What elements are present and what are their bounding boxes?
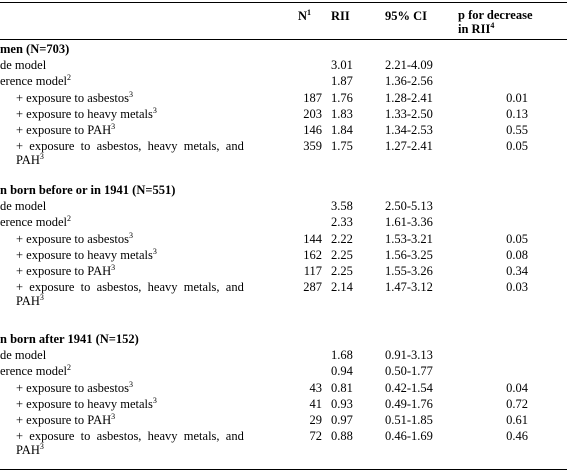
exposure-ci: 1.47-3.12	[385, 280, 433, 295]
exposure-sup: 3	[39, 152, 44, 162]
exposure-text: + exposure to PAH	[16, 413, 112, 427]
exposure-p: 0.05	[506, 139, 528, 154]
exposure-ci: 1.56-3.25	[385, 247, 433, 262]
exposure-text: + exposure to asbestos	[16, 90, 129, 105]
exposure-ci: 1.28-2.41	[385, 90, 433, 105]
bottom-rule	[0, 469, 567, 470]
exposure-sup: 3	[152, 105, 157, 115]
exposure-n: 187	[303, 90, 322, 105]
exposure-text-cont: PAH	[16, 153, 40, 168]
exposure-text: + exposure to asbestos	[16, 380, 129, 395]
exposure-label	[16, 412, 115, 428]
crude-rii: 1.68	[331, 348, 353, 363]
exposure-p: 0.01	[506, 90, 528, 105]
reference-ci: 1.61-3.36	[385, 215, 433, 230]
crude-model-label: de model	[0, 348, 47, 363]
exposure-n: 287	[303, 280, 322, 295]
exposure-label-cont	[16, 152, 44, 168]
exposure-rii: 2.22	[331, 231, 353, 246]
exposure-text-cont: PAH	[16, 294, 40, 309]
exposure-label	[16, 428, 244, 444]
reference-model-text: erence model	[0, 364, 67, 379]
reference-ci: 1.36-2.56	[385, 74, 433, 89]
exposure-label	[16, 263, 115, 279]
exposure-text: + exposure to heavy metals	[16, 396, 153, 411]
exposure-n: 359	[303, 139, 322, 154]
section-title: n born after 1941 (N=152)	[0, 332, 139, 346]
top-rule	[0, 2, 567, 3]
reference-model-sup: 2	[66, 363, 71, 373]
header-n: $N^1$	[298, 7, 312, 23]
exposure-label	[16, 106, 157, 122]
exposure-sup: 3	[39, 293, 44, 303]
exposure-p: 0.08	[506, 247, 528, 262]
exposure-label	[16, 90, 133, 106]
exposure-rii: 2.25	[331, 264, 353, 278]
exposure-sup: 3	[111, 411, 116, 421]
reference-model-sup: 2	[66, 214, 71, 224]
exposure-ci: 0.51-1.85	[385, 413, 433, 427]
exposure-ci: 1.34-2.53	[385, 123, 433, 137]
exposure-label	[16, 396, 157, 412]
reference-model-label	[0, 73, 71, 89]
header-ci: 95% CI	[385, 9, 428, 23]
exposure-p: 0.72	[506, 396, 528, 411]
exposure-label	[16, 122, 115, 138]
reference-model-label	[0, 363, 71, 379]
exposure-sup: 3	[111, 262, 116, 272]
exposure-p: 0.13	[506, 106, 528, 121]
crude-rii: 3.58	[331, 199, 353, 214]
crude-ci: 2.50-5.13	[385, 199, 433, 214]
exposure-text: + exposure to heavy metals	[16, 247, 153, 262]
exposure-sup: 3	[111, 121, 116, 131]
reference-model-text: erence model	[0, 74, 67, 89]
exposure-label	[16, 231, 133, 247]
exposure-sup: 3	[128, 379, 133, 389]
exposure-n: 72	[309, 429, 322, 444]
exposure-p: 0.61	[506, 413, 528, 427]
section-title: n born before or in 1941 (N=551)	[0, 183, 176, 197]
exposure-text: + exposure to heavy metals	[16, 106, 153, 121]
exposure-text: + exposure to asbestos, heavy metals, and	[16, 429, 244, 444]
exposure-n: 144	[303, 231, 322, 246]
exposure-ci: 0.49-1.76	[385, 396, 433, 411]
exposure-label	[16, 247, 157, 263]
crude-rii: 3.01	[331, 58, 353, 73]
exposure-p: 0.34	[506, 264, 528, 278]
exposure-sup: 3	[152, 395, 157, 405]
exposure-rii: 0.88	[331, 429, 353, 444]
reference-rii: 0.94	[331, 364, 353, 379]
exposure-text: + exposure to asbestos, heavy metals, and	[16, 280, 244, 295]
exposure-n: 203	[303, 106, 322, 121]
exposure-text: + exposure to PAH	[16, 264, 112, 278]
exposure-sup: 3	[39, 442, 44, 452]
exposure-label-cont	[16, 442, 44, 458]
exposure-p: 0.46	[506, 429, 528, 444]
reference-model-sup: 2	[66, 73, 71, 83]
exposure-sup: 3	[128, 230, 133, 240]
exposure-rii: 0.81	[331, 380, 353, 395]
header-rule	[0, 39, 567, 40]
reference-rii: 2.33	[331, 215, 353, 230]
exposure-n: 117	[303, 264, 322, 278]
exposure-ci: 0.46-1.69	[385, 429, 433, 444]
exposure-ci: 1.33-2.50	[385, 106, 433, 121]
exposure-rii: 2.25	[331, 247, 353, 262]
crude-model-label: de model	[0, 199, 47, 214]
exposure-ci: 1.55-3.26	[385, 264, 433, 278]
exposure-rii: 1.76	[331, 90, 353, 105]
exposure-text-cont: PAH	[16, 443, 40, 458]
exposure-rii: 1.83	[331, 106, 353, 121]
exposure-rii: 0.93	[331, 396, 353, 411]
exposure-n: 146	[303, 123, 322, 137]
exposure-n: 162	[303, 247, 322, 262]
exposure-text: + exposure to PAH	[16, 123, 112, 137]
exposure-n: 41	[309, 396, 322, 411]
table-header	[0, 7, 567, 36]
crude-ci: 0.91-3.13	[385, 348, 433, 363]
exposure-n: 43	[309, 380, 322, 395]
reference-rii: 1.87	[331, 74, 353, 89]
exposure-p: 0.55	[506, 123, 528, 137]
exposure-label	[16, 138, 244, 154]
section-title: men (N=703)	[0, 42, 70, 56]
exposure-rii: 1.84	[331, 123, 353, 137]
exposure-label-cont	[16, 293, 44, 309]
exposure-text: + exposure to asbestos, heavy metals, and	[16, 139, 244, 154]
exposure-p: 0.05	[506, 231, 528, 246]
exposure-label	[16, 279, 244, 295]
header-p: p for decrease in RII$^4$	[458, 8, 533, 36]
exposure-ci: 0.42-1.54	[385, 380, 433, 395]
reference-ci: 0.50-1.77	[385, 364, 433, 379]
header-rii: RII	[331, 9, 350, 23]
exposure-text: + exposure to asbestos	[16, 231, 129, 246]
reference-model-label	[0, 214, 71, 230]
exposure-sup: 3	[152, 246, 157, 256]
exposure-sup: 3	[128, 89, 133, 99]
reference-model-text: erence model	[0, 215, 67, 230]
crude-ci: 2.21-4.09	[385, 58, 433, 73]
exposure-rii: 2.14	[331, 280, 353, 295]
exposure-ci: 1.53-3.21	[385, 231, 433, 246]
exposure-rii: 0.97	[331, 413, 353, 427]
exposure-ci: 1.27-2.41	[385, 139, 433, 154]
exposure-n: 29	[309, 413, 322, 427]
exposure-p: 0.03	[506, 280, 528, 295]
crude-model-label: de model	[0, 58, 47, 73]
exposure-label	[16, 380, 133, 396]
exposure-rii: 1.75	[331, 139, 353, 154]
exposure-p: 0.04	[506, 380, 528, 395]
